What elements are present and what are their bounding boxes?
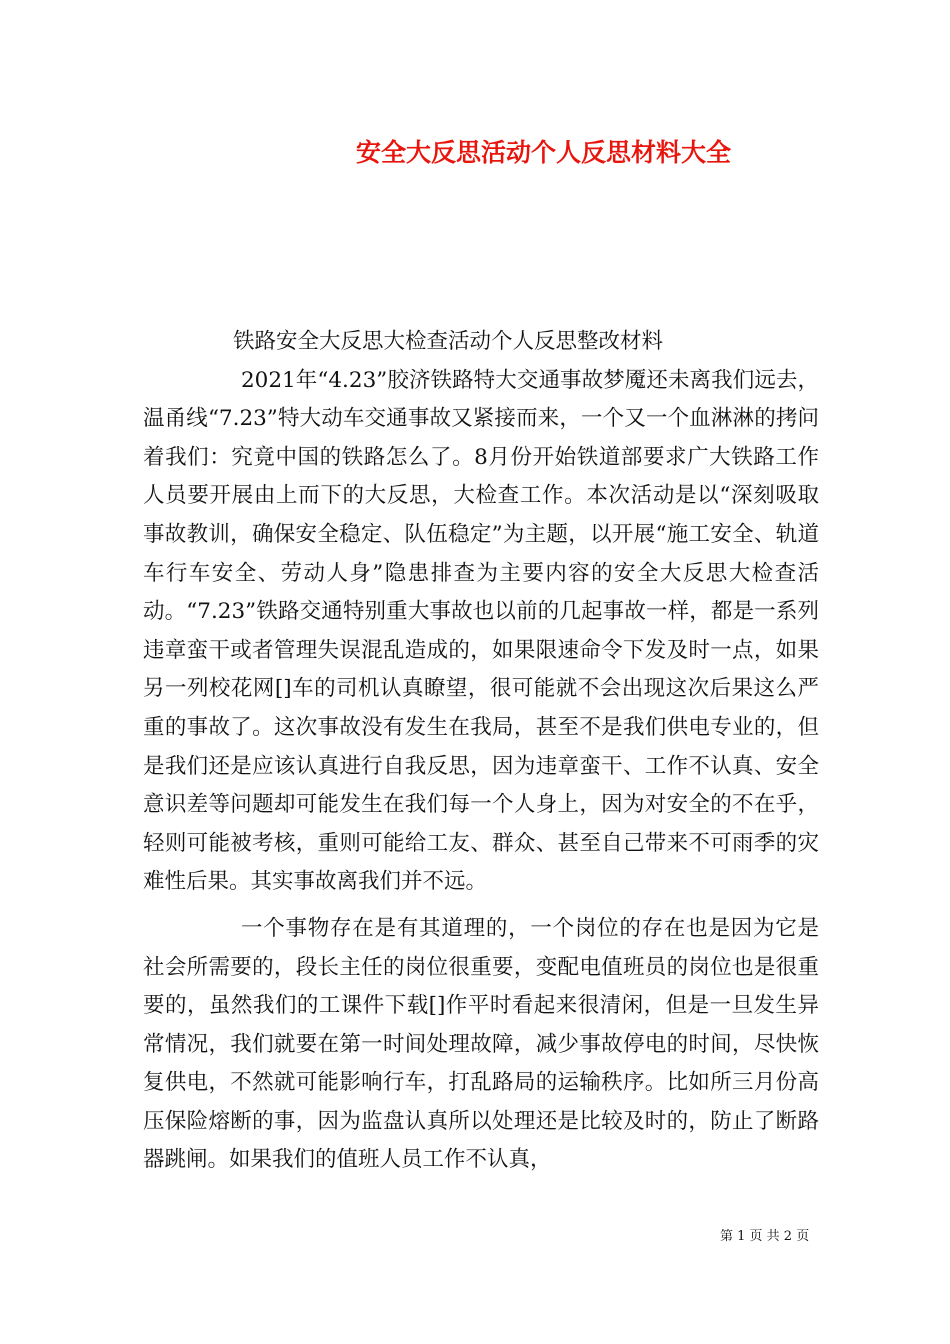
document-subtitle: 铁路安全大反思大检查活动个人反思整改材料 bbox=[233, 329, 664, 354]
page-number: 第 1 页 共 2 页 bbox=[720, 1229, 810, 1244]
document-body bbox=[143, 323, 819, 1180]
document-title: 安全大反思活动个人反思材料大全 bbox=[356, 138, 732, 167]
body-paragraph: 2021年“4.23”胶济铁路特大交通事故梦魇还未离我们远去，温甬线“7.23”特大动车交通事故又紧接而来，一个又一个血淋淋的拷问着我们：究竟中国的铁路怎么了。8月份开始铁道部要求广大铁路工作人员要开展由上而下的大反思，大检查工作。本次活动是以“深刻吸取事故教训，确保安全稳定、队伍稳定”为主题，以开展“施工安全、轨道车行车安全、劳动人身”隐患排查为主要内容的安全大反思大检查活动。“7.23”铁路交通特别重大事故也以前的几起事故一样，都是一系列违章蛮干或者管理失误混乱造成的，如果限速命令下发及时一点，如果另一列校花网[]车的司机认真瞭望，很可能就不会出现这次后果这么严重的事故了。这次事故没有发生在我局，甚至不是我们供电专业的，但是我们还是应该认真进行自我反思，因为违章蛮干、工作不认真、安全意识差等问题却可能发生在我们每一个人身上，因为对安全的不在乎，轻则可能被考核，重则可能给工友、群众、甚至自己带来不可雨季的灾难性后果。其实事故离我们并不远。 bbox=[143, 367, 819, 895]
body-paragraph: 一个事物存在是有其道理的，一个岗位的存在也是因为它是社会所需要的，段长主任的岗位很重要，变配电值班员的岗位也是很重要的，虽然我们的工课件下载[]作平时看起来很清闲，但是一旦发生异常情况，我们就要在第一时间处理故障，减少事故停电的时间，尽快恢复供电，不然就可能影响行车，打乱路局的运输秩序。比如所三月份高压保险熔断的事，因为监盘认真所以处理还是比较及时的，防止了断路器跳闸。如果我们的值班人员工作不认真， bbox=[143, 915, 819, 1173]
